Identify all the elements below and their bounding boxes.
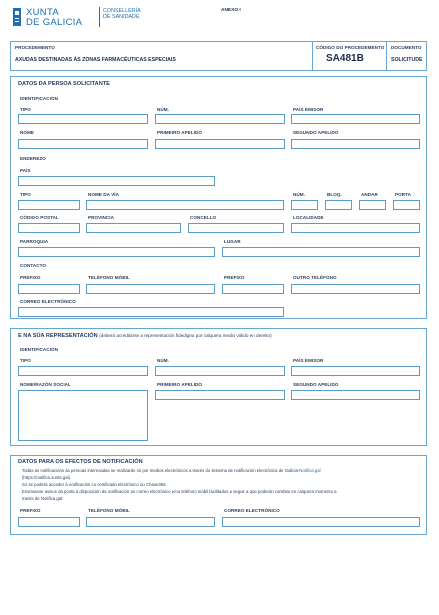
representative-pais-emisor-field[interactable] <box>291 366 420 376</box>
applicant-num-via-label: NÚM. <box>293 192 305 197</box>
applicant-lugar-field[interactable] <box>222 247 420 257</box>
applicant-contacto-heading: CONTACTO <box>20 263 47 268</box>
notification-text-2: (https://notifica.xunta.gal). <box>22 475 72 480</box>
applicant-localidade-label: LOCALIDADE <box>293 215 324 220</box>
applicant-identification-heading: IDENTIFICACIÓN <box>20 96 58 101</box>
applicant-nome-via-field[interactable] <box>86 200 284 210</box>
applicant-parroquia-label: PARROQUIA <box>20 239 49 244</box>
notification-text-1-body: Todas as notificacións ás persoas interesadas se realizarán só por medios electrónicos a través do Sistema de notificación electrónica de Galicia- <box>22 468 300 473</box>
applicant-tipo-field[interactable] <box>18 114 148 124</box>
brand-line1: XUNTA <box>26 7 59 18</box>
applicant-nome-label: NOME <box>20 130 34 135</box>
applicant-prefixo2-field[interactable] <box>222 284 284 294</box>
notification-telefono-mobil-label: TELÉFONO MÓBIL <box>88 508 130 513</box>
applicant-num-label: NÚM. <box>157 107 169 112</box>
notification-correo-field[interactable] <box>222 517 420 527</box>
applicant-lugar-label: LUGAR <box>224 239 241 244</box>
applicant-pais-emisor-label: PAÍS EMISOR <box>293 107 324 112</box>
representative-primeiro-apelido-label: PRIMEIRO APELIDO <box>157 382 203 387</box>
applicant-outro-telefono-label: OUTRO TELÉFONO <box>293 275 337 280</box>
representative-segundo-apelido-field[interactable] <box>291 390 420 400</box>
applicant-bloq-label: BLOQ. <box>327 192 342 197</box>
notification-section-title: DATOS PARA OS EFECTOS DE NOTIFICACIÓN <box>18 459 143 465</box>
applicant-prefixo-label: PREFIXO <box>20 275 41 280</box>
annex-label: ANEXO I <box>221 8 241 13</box>
applicant-porta-field[interactable] <box>393 200 420 210</box>
applicant-telefono-mobil-label: TELÉFONO MÓBIL <box>88 275 130 280</box>
applicant-segundo-apelido-label: SEGUNDO APELIDO <box>293 130 339 135</box>
applicant-concello-label: CONCELLO <box>190 215 217 220</box>
applicant-prefixo-field[interactable] <box>18 284 80 294</box>
representative-num-field[interactable] <box>155 366 285 376</box>
notification-text-5: través de Notifica.gal: <box>22 496 64 501</box>
applicant-localidade-field[interactable] <box>291 223 420 233</box>
applicant-andar-field[interactable] <box>359 200 386 210</box>
notification-correo-label: CORREO ELECTRÓNICO <box>224 508 280 513</box>
representative-title-note: (deberá acreditarse a representación fidedigna por calquera medio válido en dereito) <box>99 333 272 338</box>
header-divider <box>99 7 100 27</box>
representative-tipo-field[interactable] <box>18 366 148 376</box>
representative-title-text: E NA SÚA REPRESENTACIÓN <box>18 333 98 339</box>
applicant-andar-label: ANDAR <box>361 192 378 197</box>
department-line1: CONSELLERÍA <box>103 8 141 14</box>
representative-nome-razon-label: NOME/RAZÓN SOCIAL <box>20 382 71 387</box>
applicant-codigo-postal-field[interactable] <box>18 223 80 233</box>
applicant-num-via-field[interactable] <box>291 200 318 210</box>
applicant-primeiro-apelido-label: PRIMEIRO APELIDO <box>157 130 203 135</box>
representative-num-label: NÚM. <box>157 358 169 363</box>
notifica-link[interactable]: Notifica.gal <box>299 468 321 473</box>
applicant-telefono-mobil-field[interactable] <box>86 284 215 294</box>
applicant-primeiro-apelido-field[interactable] <box>155 139 285 149</box>
procedure-value: AXUDAS DESTINADAS ÁS ZONAS FARMACÉUTICAS ESPECIAIS <box>15 57 176 63</box>
applicant-tipo-via-field[interactable] <box>18 200 80 210</box>
xunta-logo <box>12 7 102 29</box>
brand-line2: DE GALICIA <box>26 17 83 28</box>
department-line2: DE SANIDADE <box>103 14 140 20</box>
applicant-nome-via-label: NOME DA VÍA <box>88 192 120 197</box>
document-label: DOCUMENTO <box>391 45 422 50</box>
applicant-pais-emisor-field[interactable] <box>291 114 420 124</box>
representative-segundo-apelido-label: SEGUNDO APELIDO <box>293 382 339 387</box>
procedure-label: PROCEDEMENTO <box>15 45 55 50</box>
notification-telefono-mobil-field[interactable] <box>86 517 215 527</box>
applicant-num-field[interactable] <box>155 114 285 124</box>
notification-prefixo-label: PREFIXO <box>20 508 41 513</box>
applicant-provincia-label: PROVINCIA <box>88 215 114 220</box>
xunta-emblem-icon <box>12 8 22 26</box>
notification-text-3: Só se poderá acceder á notificación co certificado electrónico ou Chave365. <box>22 482 167 487</box>
applicant-enderezo-heading: ENDEREZO <box>20 156 46 161</box>
applicant-pais-label: PAÍS <box>20 168 31 173</box>
applicant-segundo-apelido-field[interactable] <box>291 139 420 149</box>
notification-text-4: Enviaranse avisos da posta á disposición da notificación ao correo electrónico e/ou teléfono móbil facilitados a seguir a que poderán cambiar en calquera momento a <box>22 489 337 494</box>
applicant-nome-field[interactable] <box>18 139 148 149</box>
representative-identification-heading: IDENTIFICACIÓN <box>20 347 58 352</box>
applicant-codigo-postal-label: CÓDIGO POSTAL <box>20 215 59 220</box>
applicant-provincia-field[interactable] <box>86 223 181 233</box>
applicant-prefixo2-label: PREFIXO <box>224 275 245 280</box>
applicant-outro-telefono-field[interactable] <box>291 284 420 294</box>
applicant-tipo-via-label: TIPO <box>20 192 31 197</box>
procedure-code-value: SA481B <box>326 53 364 64</box>
representative-tipo-label: TIPO <box>20 358 31 363</box>
representative-primeiro-apelido-field[interactable] <box>155 390 285 400</box>
applicant-parroquia-field[interactable] <box>18 247 215 257</box>
procedure-code-label: CÓDIGO DO PROCEDEMENTO <box>316 45 385 50</box>
applicant-porta-label: PORTA <box>395 192 411 197</box>
notification-text-1 <box>22 468 321 473</box>
applicant-concello-field[interactable] <box>188 223 284 233</box>
applicant-section-title: DATOS DA PERSOA SOLICITANTE <box>18 81 110 87</box>
representative-section-title <box>18 333 272 339</box>
applicant-correo-label: CORREO ELECTRÓNICO <box>20 299 76 304</box>
applicant-correo-field[interactable] <box>18 307 284 317</box>
procedure-divider-1 <box>312 41 313 71</box>
applicant-bloq-field[interactable] <box>325 200 352 210</box>
representative-pais-emisor-label: PAÍS EMISOR <box>293 358 324 363</box>
document-value: SOLICITUDE <box>391 57 423 63</box>
notification-prefixo-field[interactable] <box>18 517 80 527</box>
procedure-divider-2 <box>386 41 387 71</box>
applicant-tipo-label: TIPO <box>20 107 31 112</box>
applicant-section <box>10 76 427 319</box>
applicant-pais-field[interactable] <box>18 176 215 186</box>
representative-nome-razon-field[interactable] <box>18 390 148 441</box>
